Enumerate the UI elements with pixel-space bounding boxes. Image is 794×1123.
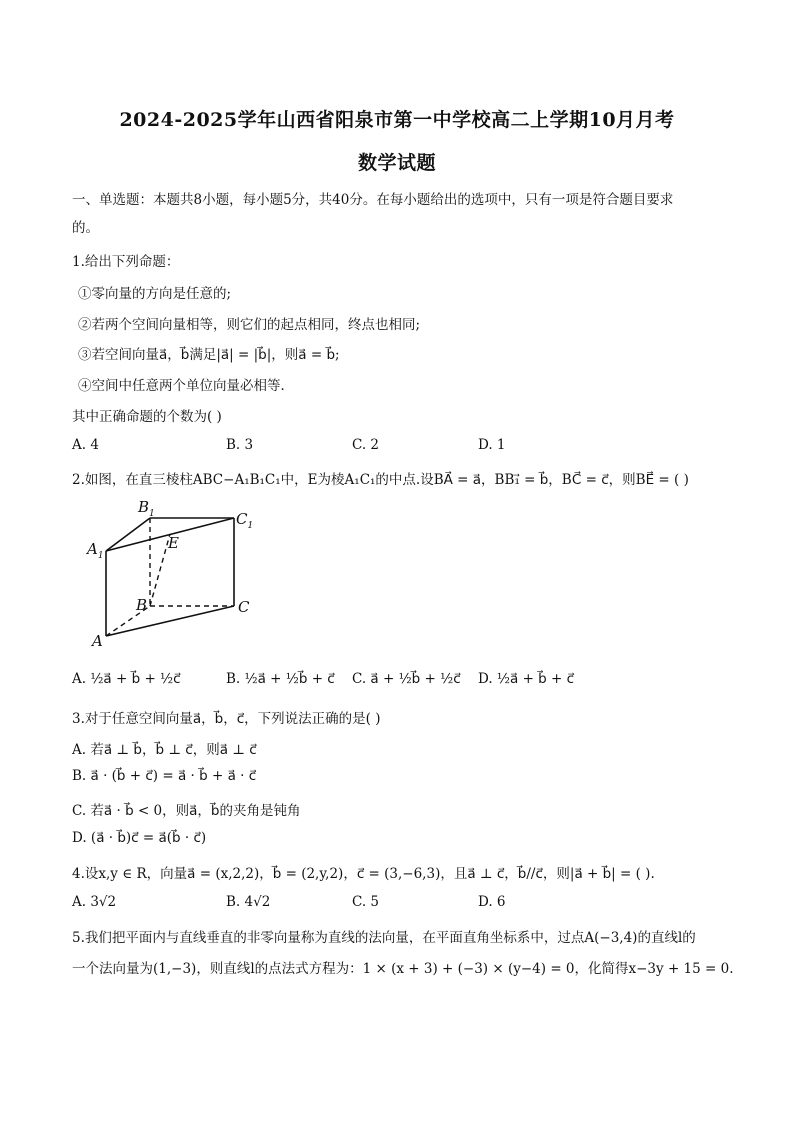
exam-title: 2024-2025学年山西省阳泉市第一中学校高二上学期10月月考 [119, 109, 675, 131]
q3-option-d[interactable]: D. (a⃗ · b⃗)c⃗ = a⃗(b⃗ · c⃗) [72, 830, 207, 846]
q2-stem: 2.如图，在直三棱柱ABC−A₁B₁C₁中，E为棱A₁C₁的中点.设BA⃗ = a⃗，BB₁⃗ = b⃗，BC⃗ = c⃗，则BE⃗ = ( ) [72, 472, 689, 488]
q1-proposition-4: ④空间中任意两个单位向量必相等． [78, 378, 294, 394]
label-b1: $B_1$ [138, 498, 155, 519]
segment-b-e-hidden [150, 534, 170, 606]
q2-option-a[interactable]: A. ½a⃗ + b⃗ + ½c⃗ [72, 671, 181, 687]
q4-option-d[interactable]: D. 6 [478, 894, 506, 910]
label-e: E [168, 534, 179, 552]
label-c: C [238, 598, 250, 616]
q2-option-b[interactable]: B. ½a⃗ + ½b⃗ + c⃗ [226, 671, 335, 687]
q1-question: 其中正确命题的个数为( ) [72, 409, 222, 425]
q1-option-d[interactable]: D. 1 [478, 437, 506, 453]
exam-subtitle: 数学试题 [357, 152, 436, 174]
q1-option-a[interactable]: A. 4 [72, 437, 99, 453]
q1-option-b[interactable]: B. 3 [226, 437, 254, 453]
q2-option-c[interactable]: C. a⃗ + ½b⃗ + ½c⃗ [352, 671, 461, 687]
q5-stem: 5.我们把平面内与直线垂直的非零向量称为直线的法向量，在平面直角坐标系中，过点A(−3,4)的直线l的 [72, 930, 696, 946]
edge-a-c [106, 606, 234, 636]
q1-stem: 1.给出下列命题： [72, 254, 180, 270]
prism-diagram [84, 496, 274, 648]
label-b: B [136, 596, 148, 614]
q4-stem: 4.设x,y ∈ R，向量a⃗ = (x,2,2)，b⃗ = (2,y,2)，c⃗ = (3,−6,3)，且a⃗ ⊥ c⃗，b⃗//c⃗，则|a⃗ + b⃗| = ( ). [72, 866, 655, 882]
q3-option-c[interactable]: C. 若a⃗ · b⃗ < 0，则a⃗，b⃗的夹角是钝角 [72, 803, 301, 819]
q4-option-a[interactable]: A. 3√2 [72, 894, 117, 910]
prism-figure [84, 496, 274, 648]
label-c1: $C_1$ [236, 510, 254, 531]
q5-stem-cont: 一个法向量为(1,−3)，则直线l的点法式方程为：1 × (x + 3) + (−3) × (y−4) = 0，化简得x−3y + 15 = 0. [72, 961, 734, 977]
q3-option-b[interactable]: B. a⃗ · (b⃗ + c⃗) = a⃗ · b⃗ + a⃗ · c⃗ [72, 768, 257, 784]
section-instruction-cont: 的。 [72, 220, 99, 236]
q1-proposition-2: ②若两个空间向量相等，则它们的起点相同，终点也相同; [78, 317, 421, 333]
section-instruction: 一、单选题：本题共8小题，每小题5分，共40分。在每小题给出的选项中，只有一项是符合题目要求 [72, 192, 674, 208]
label-a: A [92, 632, 103, 650]
q2-option-d[interactable]: D. ½a⃗ + b⃗ + c⃗ [478, 671, 575, 687]
q4-option-c[interactable]: C. 5 [352, 894, 380, 910]
q3-option-a[interactable]: A. 若a⃗ ⊥ b⃗，b⃗ ⊥ c⃗，则a⃗ ⊥ c⃗ [72, 742, 257, 758]
q3-stem: 3.对于任意空间向量a⃗，b⃗，c⃗，下列说法正确的是( ) [72, 711, 381, 727]
q4-option-b[interactable]: B. 4√2 [226, 894, 271, 910]
q1-option-c[interactable]: C. 2 [352, 437, 380, 453]
q1-proposition-3: ③若空间向量a⃗，b⃗满足|a⃗| = |b⃗|，则a⃗ = b⃗; [78, 347, 340, 363]
label-a1: $A_1$ [87, 540, 104, 561]
q1-proposition-1: ①零向量的方向是任意的; [78, 286, 232, 302]
